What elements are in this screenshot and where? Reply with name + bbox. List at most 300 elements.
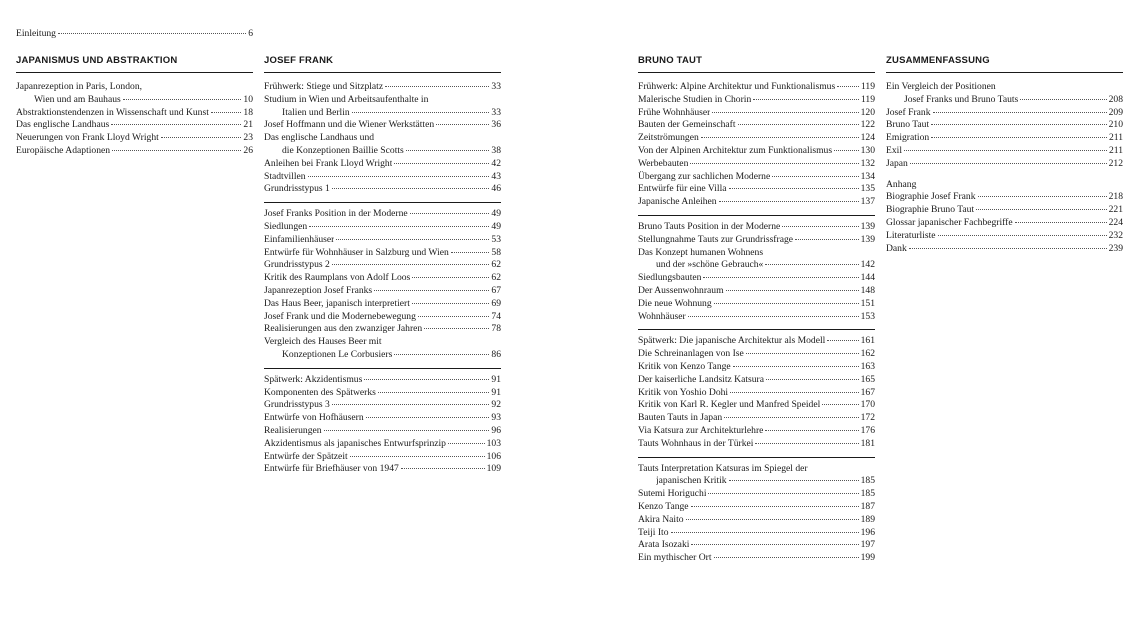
entry-page: 23	[243, 132, 253, 144]
dot-leader	[730, 392, 859, 393]
entry-row	[886, 94, 1123, 107]
entry-page: 232	[1108, 229, 1123, 241]
toc-entry[interactable]	[886, 158, 1123, 171]
entry-row	[264, 208, 501, 221]
toc-entry[interactable]	[886, 204, 1123, 217]
entry-page: 224	[1108, 216, 1123, 228]
toc-entry[interactable]	[264, 208, 501, 221]
entry-row	[638, 158, 875, 171]
dot-leader	[374, 290, 489, 291]
toc-entry[interactable]	[638, 438, 875, 451]
dot-leader	[703, 277, 858, 278]
toc-group	[264, 208, 501, 362]
entry-page: 38	[491, 144, 501, 156]
entry-page: 58	[491, 246, 501, 258]
toc-entry[interactable]	[886, 243, 1123, 256]
entry-row	[638, 196, 875, 209]
toc-entry[interactable]	[638, 399, 875, 412]
dot-leader	[378, 392, 489, 393]
entry-row	[264, 183, 501, 196]
entry-row	[264, 119, 501, 132]
entry-page: 49	[491, 208, 501, 220]
entry-title: Bauten der Gemeinschaft	[638, 119, 736, 131]
dot-leader	[410, 213, 490, 214]
toc-entry[interactable]	[638, 145, 875, 158]
entry-page: 221	[1108, 204, 1123, 216]
dot-leader	[822, 404, 858, 405]
dot-leader	[753, 99, 859, 100]
entry-row	[16, 107, 253, 120]
toc-entry[interactable]	[638, 183, 875, 196]
section-heading: ZUSAMMENFASSUNG	[886, 55, 990, 66]
dot-leader	[834, 150, 859, 151]
entry-page: 210	[1108, 119, 1123, 131]
entry-page: 209	[1108, 106, 1123, 118]
entry-page: 189	[860, 513, 875, 525]
toc-entry[interactable]	[638, 158, 875, 171]
entry-row	[264, 171, 501, 184]
toc-entry[interactable]	[638, 387, 875, 400]
toc-entry[interactable]	[16, 81, 253, 107]
entry-title: Neuerungen von Frank Lloyd Wright	[16, 132, 159, 144]
dot-leader	[746, 353, 859, 354]
entry-row	[264, 272, 501, 285]
entry-title: Spätwerk: Die japanische Architektur als Modell	[638, 335, 826, 347]
entry-title: Das Haus Beer, japanisch interpretiert	[264, 297, 410, 309]
entry-title-line1: Studium in Wien und Arbeitsaufenthalte in	[264, 93, 429, 105]
entry-row	[638, 412, 875, 425]
toc-entry[interactable]	[638, 412, 875, 425]
toc-groups	[886, 81, 1123, 255]
entry-title: Abstraktionstendenzen in Wissenschaft und Kunst	[16, 106, 209, 118]
entry-page: 91	[491, 373, 501, 385]
toc-groups	[264, 81, 501, 476]
entry-title-line1: Ein Vergleich der Positionen	[886, 81, 996, 92]
dot-leader	[436, 124, 489, 125]
entry-row	[638, 374, 875, 387]
dot-leader	[1020, 99, 1106, 100]
toc-entry[interactable]	[264, 412, 501, 425]
entry-page: 212	[1108, 157, 1123, 169]
group-divider	[638, 329, 875, 330]
dot-leader	[332, 264, 490, 265]
toc-group	[264, 374, 501, 476]
entry-row	[886, 230, 1123, 243]
dot-leader	[352, 112, 490, 113]
entry-row	[638, 272, 875, 285]
entry-row	[264, 81, 501, 94]
toc-entry[interactable]	[638, 81, 875, 94]
dot-leader	[394, 163, 489, 164]
entry-row	[638, 514, 875, 527]
toc-entry[interactable]	[264, 425, 501, 438]
entry-row	[886, 204, 1123, 217]
dot-leader	[350, 456, 485, 457]
entry-title: Spätwerk: Akzidentismus	[264, 373, 363, 385]
entry-page: 132	[860, 157, 875, 169]
toc-entry[interactable]	[638, 463, 875, 489]
entry-row	[638, 298, 875, 311]
entry-title: und der »schöne Gebrauch«	[656, 259, 764, 271]
toc-entry[interactable]	[638, 94, 875, 107]
entry-page: 92	[491, 399, 501, 411]
toc-entry[interactable]	[638, 298, 875, 311]
entry-title: Entwürfe für eine Villa	[638, 183, 727, 195]
dot-leader	[714, 303, 859, 304]
toc-entry[interactable]	[264, 259, 501, 272]
entry-row	[264, 387, 501, 400]
entry-title: Entwürfe von Hofhäusern	[264, 412, 364, 424]
section-heading: BRUNO TAUT	[638, 55, 703, 66]
toc-entry[interactable]	[638, 425, 875, 438]
entry-row	[638, 234, 875, 247]
entry-title: Grundrisstypus 2	[264, 259, 330, 271]
toc-entry[interactable]	[638, 552, 875, 565]
entry-row	[264, 374, 501, 387]
entry-row	[638, 119, 875, 132]
entry-page: 239	[1108, 242, 1123, 254]
toc-entry[interactable]	[264, 183, 501, 196]
entry-row	[264, 247, 501, 260]
entry-page: 93	[491, 412, 501, 424]
entry-row	[638, 387, 875, 400]
entry-title: Komponenten des Spätwerks	[264, 386, 376, 398]
entry-title-line1: Das englische Landhaus und	[264, 132, 375, 144]
toc-entry[interactable]	[886, 217, 1123, 230]
entry-title: Teiji Ito	[638, 526, 669, 538]
dot-leader	[782, 226, 858, 227]
toc-entry[interactable]	[638, 272, 875, 285]
toc-entry[interactable]	[16, 107, 253, 120]
dot-leader	[931, 137, 1107, 138]
dot-leader	[931, 124, 1106, 125]
section-rule	[16, 72, 253, 73]
dot-leader	[161, 137, 242, 138]
entry-row	[638, 107, 875, 120]
entry-page: 33	[491, 106, 501, 118]
toc-entry[interactable]	[264, 311, 501, 324]
toc-group	[638, 221, 875, 323]
toc-group	[16, 81, 253, 158]
dot-leader	[795, 239, 859, 240]
toc-entry[interactable]	[638, 361, 875, 374]
entry-page: 218	[1108, 191, 1123, 203]
toc-group	[638, 335, 875, 450]
dot-leader	[738, 124, 859, 125]
toc-entry[interactable]	[264, 323, 501, 336]
dot-leader	[691, 544, 858, 545]
entry-row	[638, 145, 875, 158]
toc-entry[interactable]	[886, 119, 1123, 132]
entry-page: 78	[491, 323, 501, 335]
spacer	[886, 171, 1123, 179]
entry-row	[16, 145, 253, 158]
toc-entry[interactable]	[264, 463, 501, 476]
entry-row	[638, 501, 875, 514]
entry-title: japanischen Kritik	[656, 475, 727, 487]
dot-leader	[406, 150, 490, 151]
entry-row	[264, 298, 501, 311]
toc-entry[interactable]	[886, 132, 1123, 145]
entry-title: Kritik von Yoshio Dohi	[638, 386, 729, 398]
toc-entry[interactable]	[638, 501, 875, 514]
entry-title: Wohnhäuser	[638, 310, 686, 322]
toc-entry[interactable]	[886, 191, 1123, 204]
toc-entry[interactable]	[886, 230, 1123, 243]
toc-entry[interactable]	[264, 298, 501, 311]
entry-title: Stellungnahme Tauts zur Grundrissfrage	[638, 233, 794, 245]
entry-row	[638, 221, 875, 234]
toc-entry[interactable]	[638, 285, 875, 298]
dot-leader	[336, 239, 489, 240]
entry-title: Dank	[886, 242, 907, 254]
dot-leader	[724, 417, 858, 418]
toc-entry[interactable]	[264, 234, 501, 247]
entry-title: Bruno Tauts Position in der Moderne	[638, 220, 781, 232]
entry-row	[264, 285, 501, 298]
entry-row	[638, 361, 875, 374]
entry-page: 130	[860, 144, 875, 156]
dot-leader	[910, 163, 1107, 164]
entry-title: Literaturliste	[886, 229, 936, 241]
dot-leader	[211, 112, 242, 113]
entry-row	[886, 217, 1123, 230]
entry-row	[16, 132, 253, 145]
dot-leader	[412, 303, 490, 304]
entry-title: Exil	[886, 144, 902, 156]
entry-title: Akira Naito	[638, 513, 684, 525]
entry-title: Der kaiserliche Landsitz Katsura	[638, 373, 764, 385]
toc-entry[interactable]	[16, 119, 253, 132]
dot-leader	[729, 480, 859, 481]
entry-row	[638, 488, 875, 501]
entry-page: 161	[860, 335, 875, 347]
dot-leader	[332, 404, 490, 405]
toc-entry[interactable]	[264, 94, 501, 120]
toc-intro	[16, 28, 253, 41]
toc-entry[interactable]	[264, 399, 501, 412]
entry-page: 162	[860, 348, 875, 360]
section-heading: JOSEF FRANK	[264, 55, 334, 66]
dot-leader	[112, 150, 241, 151]
entry-row	[638, 552, 875, 565]
toc-entry[interactable]	[16, 28, 253, 41]
group-divider	[264, 202, 501, 203]
entry-title: Emigration	[886, 132, 930, 144]
toc-entry[interactable]	[264, 132, 501, 158]
entry-title: Bauten Tauts in Japan	[638, 412, 723, 424]
entry-page: 106	[486, 450, 501, 462]
entry-page: 120	[860, 106, 875, 118]
entry-row	[264, 107, 501, 120]
entry-title: Josef Frank	[886, 106, 931, 118]
entry-title: Arata Isozaki	[638, 539, 690, 551]
toc-entry[interactable]	[638, 488, 875, 501]
entry-title: Werbebauten	[638, 157, 689, 169]
entry-page: 6	[248, 28, 253, 39]
toc-entry[interactable]	[638, 247, 875, 273]
dot-leader	[324, 430, 490, 431]
entry-page: 142	[860, 259, 875, 271]
toc-entry[interactable]	[638, 348, 875, 361]
dot-leader	[123, 99, 242, 100]
entry-title: Von der Alpinen Architektur zum Funktionalismus	[638, 144, 833, 156]
entry-title: Die neue Wohnung	[638, 297, 712, 309]
dot-leader	[978, 196, 1107, 197]
entry-row	[264, 463, 501, 476]
entry-page: 33	[491, 81, 501, 92]
dot-leader	[366, 417, 490, 418]
toc-entry[interactable]	[638, 221, 875, 234]
entry-title-line1: Vergleich des Hauses Beer mit	[264, 336, 382, 348]
toc-entry[interactable]	[638, 171, 875, 184]
dot-leader	[308, 176, 490, 177]
entry-row	[886, 243, 1123, 256]
entry-title: Kritik von Kenzo Tange	[638, 360, 731, 372]
toc-entry[interactable]	[638, 107, 875, 120]
entry-page: 181	[860, 437, 875, 449]
toc-entry[interactable]	[264, 336, 501, 362]
entry-page: 124	[860, 132, 875, 144]
dot-leader	[909, 248, 1107, 249]
toc-entry[interactable]	[16, 132, 253, 145]
toc-entry[interactable]	[264, 438, 501, 451]
entry-title: Josef Frank und die Modernebewegung	[264, 310, 416, 322]
entry-title: Entwürfe der Spätzeit	[264, 450, 348, 462]
entry-row	[638, 438, 875, 451]
dot-leader	[733, 366, 859, 367]
entry-title: Realisierungen	[264, 424, 322, 436]
entry-row	[264, 412, 501, 425]
entry-row	[264, 323, 501, 336]
toc-group	[886, 191, 1123, 255]
toc-entry[interactable]	[16, 145, 253, 158]
entry-page: 67	[491, 284, 501, 296]
toc-entry[interactable]	[264, 247, 501, 260]
toc-entry[interactable]	[264, 272, 501, 285]
toc-entry[interactable]	[264, 171, 501, 184]
entry-title: Via Katsura zur Architekturlehre	[638, 424, 764, 436]
toc-entry[interactable]	[264, 374, 501, 387]
entry-page: 46	[491, 183, 501, 195]
toc-entry[interactable]	[638, 196, 875, 209]
toc-entry[interactable]	[264, 387, 501, 400]
dot-leader	[690, 163, 858, 164]
entry-page: 36	[491, 119, 501, 131]
dot-leader	[765, 264, 858, 265]
entry-title-line1: Japanrezeption in Paris, London,	[16, 81, 143, 92]
entry-row	[886, 191, 1123, 204]
entry-page: 53	[491, 233, 501, 245]
entry-page: 86	[491, 348, 501, 360]
entry-title: Entwürfe für Wohnhäuser in Salzburg und Wien	[264, 246, 449, 258]
entry-title: Akzidentismus als japanisches Entwurfsprinzip	[264, 437, 446, 449]
entry-row	[264, 349, 501, 362]
toc-entry[interactable]	[264, 285, 501, 298]
entry-title: Frühe Wohnhäuser	[638, 106, 711, 118]
group-divider	[264, 368, 501, 369]
entry-page: 139	[860, 233, 875, 245]
entry-row	[638, 285, 875, 298]
toc-group	[264, 81, 501, 196]
toc-entry[interactable]	[638, 514, 875, 527]
entry-title: Bruno Taut	[886, 119, 930, 131]
toc-entry[interactable]	[638, 335, 875, 348]
toc-group	[886, 81, 1123, 171]
dot-leader	[837, 86, 859, 87]
toc-entry[interactable]	[264, 81, 501, 94]
dot-leader	[424, 328, 489, 329]
dot-leader	[385, 86, 489, 87]
toc-group	[638, 81, 875, 209]
entry-page: 172	[860, 412, 875, 424]
entry-page: 163	[860, 360, 875, 372]
entry-page: 197	[860, 539, 875, 551]
entry-title: Kritik von Karl R. Kegler und Manfred Speidel	[638, 399, 821, 411]
toc-entry[interactable]	[638, 132, 875, 145]
section-rule	[638, 72, 875, 73]
entry-title: Japanrezeption Josef Franks	[264, 284, 373, 296]
entry-row	[886, 119, 1123, 132]
toc-entry[interactable]	[638, 119, 875, 132]
toc-entry[interactable]	[264, 221, 501, 234]
entry-row	[638, 527, 875, 540]
entry-title: Biographie Bruno Taut	[886, 204, 975, 216]
entry-page: 122	[860, 119, 875, 131]
toc-entry[interactable]	[886, 81, 1123, 107]
toc-entry[interactable]	[638, 311, 875, 324]
entry-page: 18	[243, 106, 253, 118]
entry-page: 208	[1108, 93, 1123, 105]
entry-page: 196	[860, 526, 875, 538]
entry-title: Siedlungen	[264, 220, 308, 232]
dot-leader	[418, 316, 490, 317]
entry-page: 187	[860, 500, 875, 512]
dot-leader	[708, 493, 858, 494]
entry-row	[638, 539, 875, 552]
entry-title: Kritik des Raumplans von Adolf Loos	[264, 272, 411, 284]
entry-title: die Konzeptionen Baillie Scotts	[282, 144, 404, 156]
toc-entry[interactable]	[638, 527, 875, 540]
entry-title: Kenzo Tange	[638, 500, 689, 512]
entry-row	[264, 145, 501, 158]
toc-entry[interactable]	[264, 451, 501, 464]
dot-leader	[714, 557, 859, 558]
toc-entry[interactable]	[886, 145, 1123, 158]
entry-page: 62	[491, 272, 501, 284]
entry-title: Der Aussenwohnraum	[638, 284, 724, 296]
entry-page: 211	[1108, 132, 1123, 144]
dot-leader	[58, 33, 246, 34]
entry-row	[638, 183, 875, 196]
toc-entry[interactable]	[638, 374, 875, 387]
entry-title: Glossar japanischer Fachbegriffe	[886, 216, 1013, 228]
toc-entry[interactable]	[264, 158, 501, 171]
toc-entry[interactable]	[264, 119, 501, 132]
group-divider	[638, 215, 875, 216]
entry-title: Siedlungsbauten	[638, 272, 702, 284]
entry-row	[638, 399, 875, 412]
entry-page: 109	[486, 463, 501, 475]
toc-entry[interactable]	[638, 539, 875, 552]
toc-entry[interactable]	[638, 234, 875, 247]
entry-title: Josef Franks Position in der Moderne	[264, 208, 408, 220]
dot-leader	[726, 290, 859, 291]
entry-row	[886, 107, 1123, 120]
entry-title: Italien und Berlin	[282, 106, 350, 118]
entry-row	[638, 132, 875, 145]
toc-entry[interactable]	[886, 107, 1123, 120]
